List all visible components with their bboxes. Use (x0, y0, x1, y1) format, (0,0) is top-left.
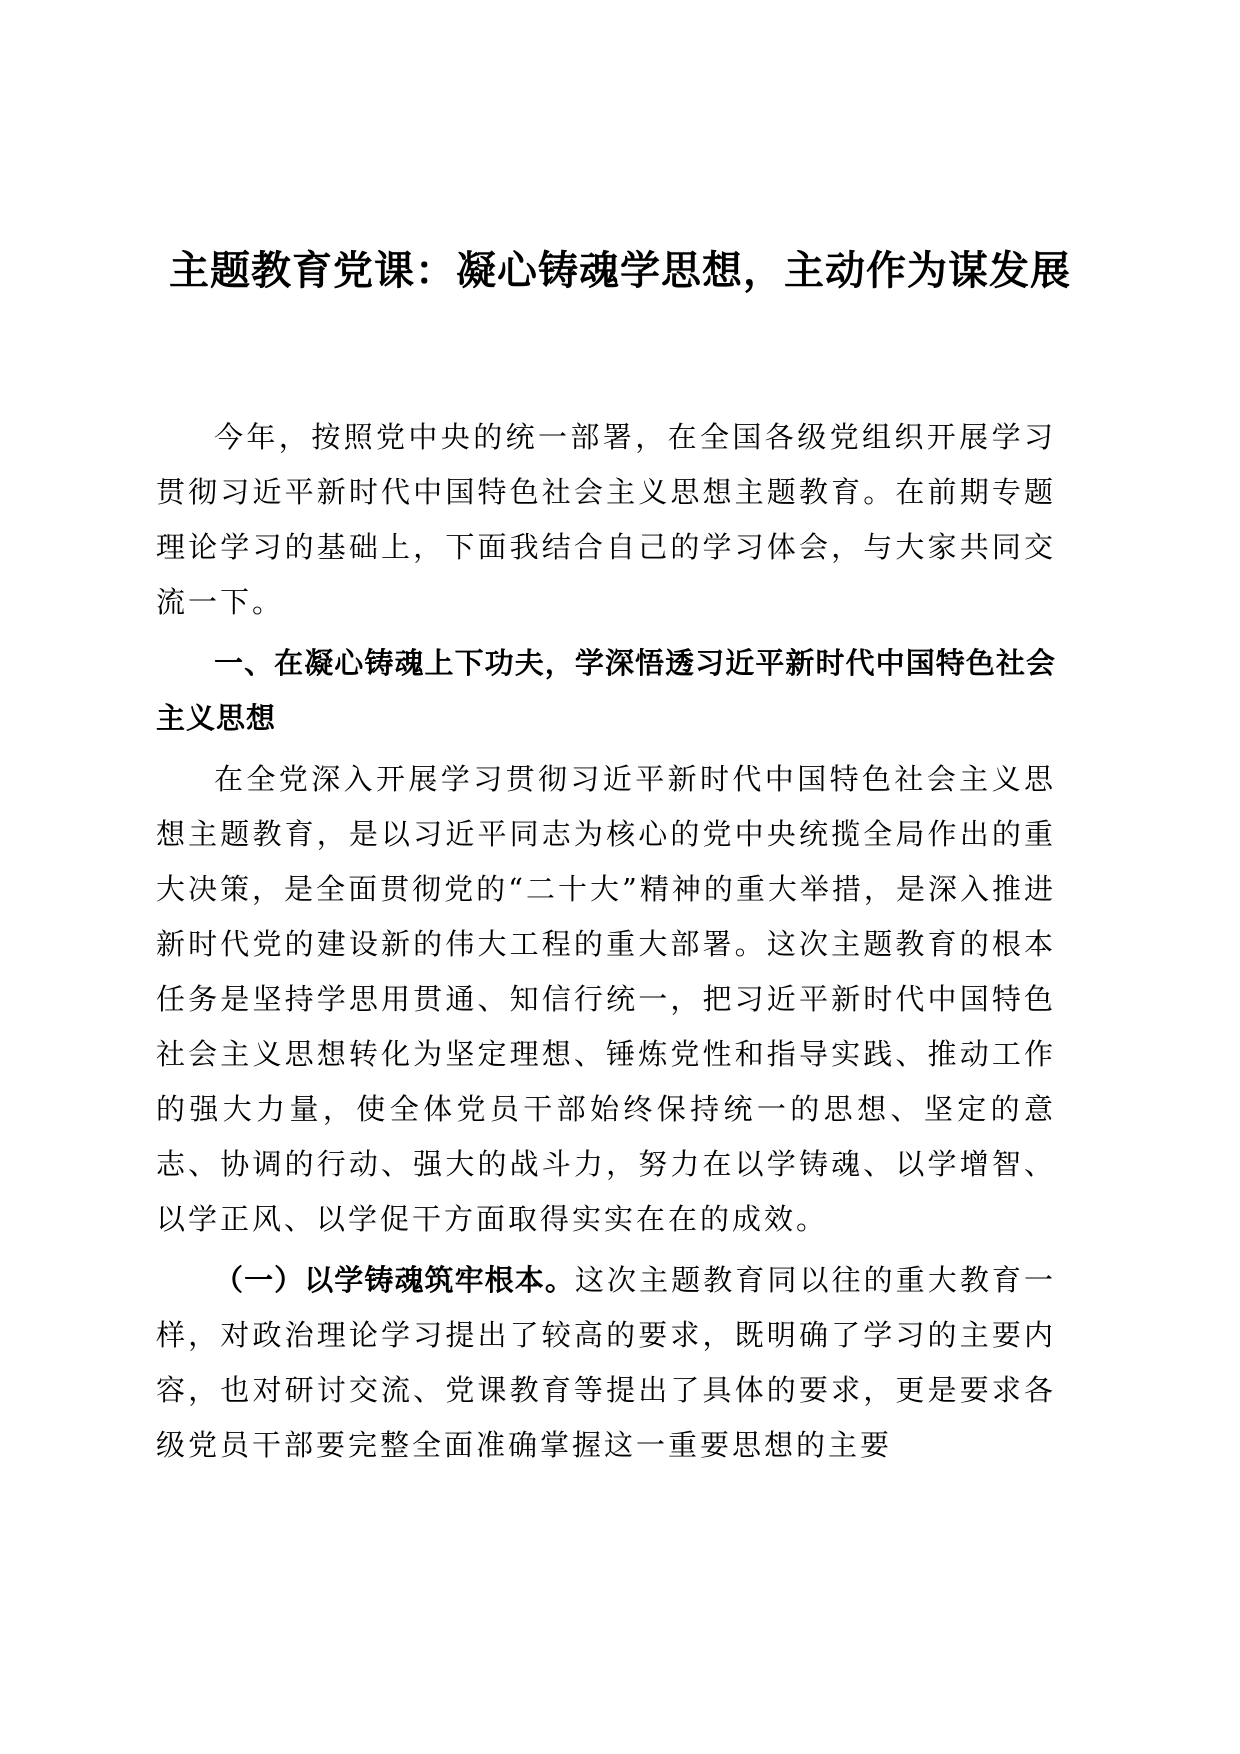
subsection-1-paragraph (156, 1253, 1056, 1473)
document-body (156, 410, 1056, 1473)
section-1-paragraph: 在全党深入开展学习贯彻习近平新时代中国特色社会主义思想主题教育，是以习近平同志为核心的党中央统揽全局作出的重大决策，是全面贯彻党的“二十大”精神的重大举措，是深入推进新时代党的建设新的伟大工程的重大部署。这次主题教育的根本任务是坚持学思用贯通、知信行统一，把习近平新时代中国特色社会主义思想转化为坚定理想、锤炼党性和指导实践、推动工作的强大力量，使全体党员干部始终保持统一的思想、坚定的意志、协调的行动、强大的战斗力，努力在以学铸魂、以学增智、以学正风、以学促干方面取得实实在在的成效。 (156, 762, 1056, 1236)
intro-paragraph: 今年，按照党中央的统一部署，在全国各级党组织开展学习贯彻习近平新时代中国特色社会主义思想主题教育。在前期专题理论学习的基础上，下面我结合自己的学习体会，与大家共同交流一下。 (156, 420, 1056, 619)
subsection-1-text: 这次主题教育同以往的重大教育一样，对政治理论学习提出了较高的要求，既明确了学习的主要内容，也对研讨交流、党课教育等提出了具体的要求，更是要求各级党员干部要完整全面准确掌握这一重要思想的主要 (156, 1263, 1056, 1462)
section-1-heading: 一、在凝心铸魂上下功夫，学深悟透习近平新时代中国特色社会主义思想 (156, 646, 1056, 735)
subsection-1-lead: （一）以学铸魂筑牢根本。 (214, 1263, 575, 1297)
document-title: 主题教育党课：凝心铸魂学思想，主动作为谋发展 (169, 248, 1071, 294)
